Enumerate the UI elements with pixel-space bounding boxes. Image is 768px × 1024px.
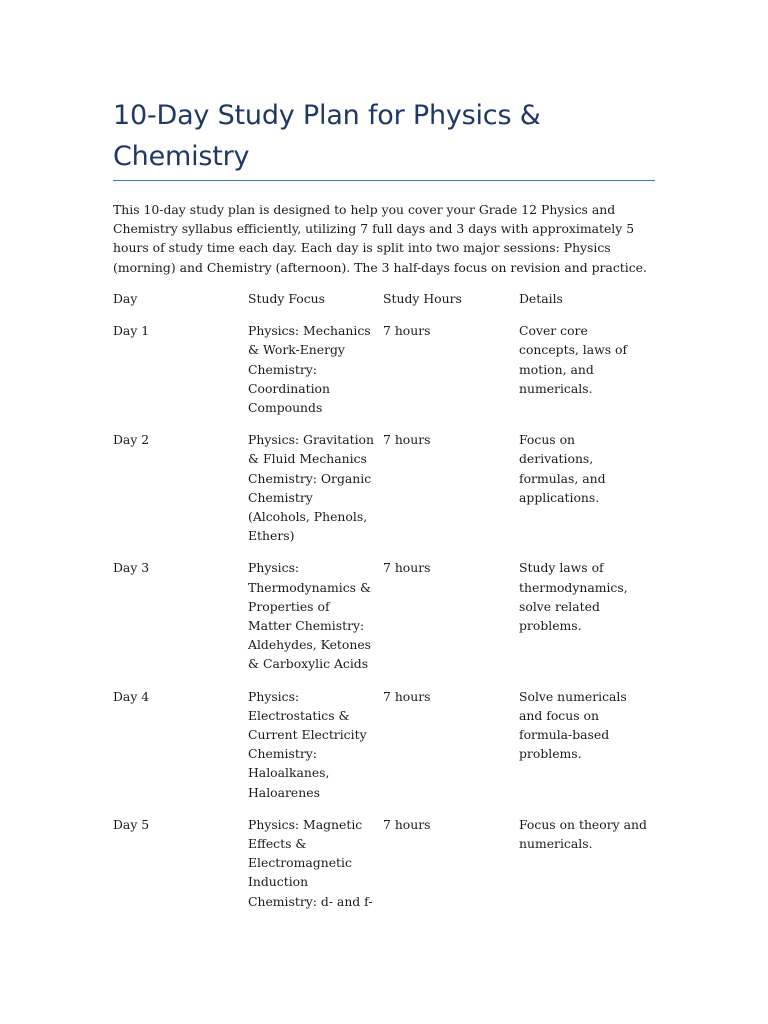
table-row: [113, 321, 655, 417]
row-study-focus: Physics: Magnetic Effects & Electromagnetic Induction Chemistry: d- and f-: [248, 816, 373, 909]
header-study-hours: Study Hours: [383, 291, 462, 306]
row-study-focus: Physics: Thermodynamics & Properties of Matter Chemistry: Aldehydes, Ketones & Carboxylic Acids: [248, 560, 372, 672]
table-header-row: [113, 289, 655, 308]
header-details: Details: [519, 291, 563, 306]
row-day: Day 4: [113, 688, 150, 704]
row-study-hours: 7 hours: [383, 323, 431, 339]
row-study-focus: Physics: Gravitation & Fluid Mechanics Chemistry: Organic Chemistry (Alcohols, Phenols, Ethers): [248, 432, 374, 544]
row-details: Focus on derivations, formulas, and applications.: [519, 432, 606, 505]
row-details: Cover core concepts, laws of motion, and numericals.: [519, 323, 628, 396]
row-study-hours: 7 hours: [383, 560, 431, 576]
table-row: [113, 687, 655, 802]
row-study-focus: Physics: Electrostatics & Current Electricity Chemistry: Haloalkanes, Haloarenes: [248, 688, 367, 800]
table-row: [113, 558, 655, 673]
row-study-hours: 7 hours: [383, 816, 431, 832]
row-details: Study laws of thermodynamics, solve related problems.: [519, 560, 628, 634]
table-row: [113, 430, 655, 545]
row-day: Day 5: [113, 816, 150, 832]
row-day: Day 2: [113, 432, 150, 448]
header-day: Day: [113, 291, 138, 306]
row-day: Day 1: [113, 323, 150, 339]
row-study-focus: Physics: Mechanics & Work-Energy Chemistry: Coordination Compounds: [248, 323, 371, 416]
page-title: 10-Day Study Plan for Physics & Chemistry: [113, 100, 541, 172]
intro-paragraph: This 10-day study plan is designed to help you cover your Grade 12 Physics and Chemistry syllabus efficiently, utilizing 7 full days and 3 days with approximately 5 hours of study time each day. Each day is split into two major sessions: Physics (morning) and Chemistry (afternoon). The 3 half-days focus on revision and practice.: [113, 202, 647, 275]
row-day: Day 3: [113, 560, 150, 576]
table-row: [113, 815, 655, 911]
row-details: Focus on theory and numericals.: [519, 816, 647, 852]
study-plan-table: [113, 289, 655, 924]
row-details: Solve numericals and focus on formula-based problems.: [519, 688, 627, 762]
row-study-hours: 7 hours: [383, 688, 431, 704]
row-study-hours: 7 hours: [383, 432, 431, 448]
title-underline: [113, 180, 655, 181]
header-study-focus: Study Focus: [248, 291, 325, 306]
